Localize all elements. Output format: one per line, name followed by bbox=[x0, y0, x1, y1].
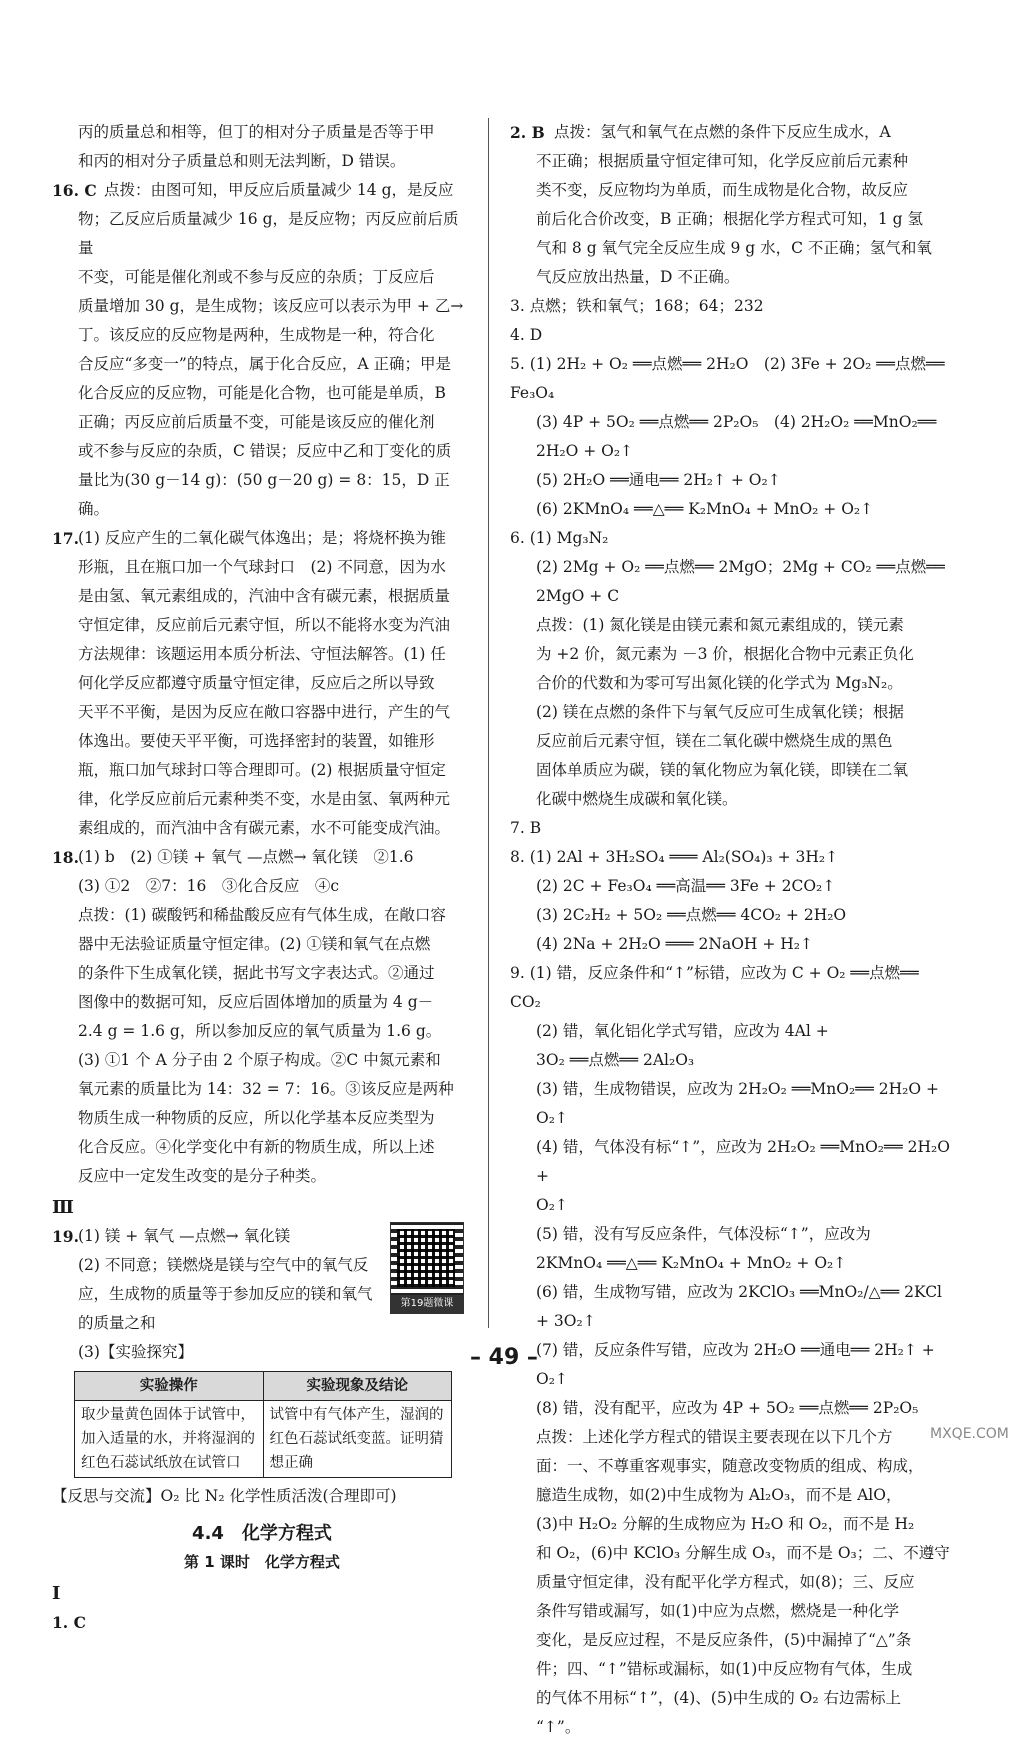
text-line: 气和 8 g 氧气完全反应生成 9 g 水，C 不正确；氢气和氧 bbox=[536, 239, 932, 257]
text-line: 的气体不用标“↑”，(4)、(5)中生成的 O₂ 右边需标上 bbox=[536, 1689, 902, 1707]
text-line: 点拨：(1) 碳酸钙和稀盐酸反应有气体生成，在敞口容 bbox=[78, 906, 446, 924]
text-line: 件；四、“↑”错标或漏标，如(1)中反应物有气体，生成 bbox=[536, 1660, 913, 1678]
level-3-marker: Ⅲ bbox=[52, 1197, 72, 1218]
section-title: 4.4 化学方程式 bbox=[192, 1523, 332, 1544]
text-line: 3O₂ ══点燃══ 2Al₂O₃ bbox=[536, 1051, 695, 1069]
text-line: 丙的质量总和相等，但丁的相对分子质量是否等于甲 bbox=[78, 123, 435, 141]
text-line: (3) ①1 个 A 分子由 2 个原子构成。②C 中氮元素和 bbox=[78, 1051, 441, 1069]
text-line: 或不参与反应的杂质，C 错误；反应中乙和丁变化的质 bbox=[78, 442, 452, 460]
question-4: 4. D bbox=[510, 326, 543, 344]
text-line: 物质生成一种物质的反应，所以化学基本反应类型为 bbox=[78, 1109, 435, 1127]
text-line: 和丙的相对分子质量总和则无法判断，D 错误。 bbox=[78, 152, 406, 170]
text-line: (6) 2KMnO₄ ══△══ K₂MnO₄ + MnO₂ + O₂↑ bbox=[536, 500, 874, 518]
text-line: 和 O₂，(6)中 KClO₃ 分解生成 O₃，而不是 O₃；二、不遵守 bbox=[536, 1544, 950, 1562]
text-line: 气反应放出热量，D 不正确。 bbox=[536, 268, 740, 286]
text-line: 物；乙反应后质量减少 16 g，是反应物；丙反应前后质量 bbox=[78, 210, 459, 257]
text-line: (1) b (2) ①镁 + 氧气 —点燃→ 氧化镁 ②1.6 bbox=[78, 848, 414, 866]
text-line: 条件写错或漏写，如(1)中应为点燃，燃烧是一种化学 bbox=[536, 1602, 899, 1620]
text-line: 点拨：由图可知，甲反应后质量减少 14 g，是反应 bbox=[104, 181, 454, 199]
table-header-row bbox=[75, 1372, 452, 1401]
question-5 bbox=[510, 350, 950, 524]
text-line: 器中无法验证质量守恒定律。(2) ①镁和氧气在点燃 bbox=[78, 935, 431, 953]
text-line: (3) 4P + 5O₂ ══点燃══ 2P₂O₅ (4) 2H₂O₂ ══MnO₂══ 2H₂O + O₂↑ bbox=[536, 413, 937, 460]
qr-pattern bbox=[397, 1229, 455, 1287]
text-line: 量比为(30 g－14 g)：(50 g－20 g) = 8：15，D 正确。 bbox=[78, 471, 450, 518]
q15-continuation bbox=[52, 118, 472, 176]
question-number: 18. bbox=[52, 848, 79, 867]
level-1-marker: Ⅰ bbox=[52, 1583, 59, 1604]
left-column bbox=[52, 118, 472, 1637]
text-line: (5) 错，没有写反应条件，气体没标“↑”，应改为 bbox=[536, 1225, 871, 1243]
text-line: 律，化学反应前后元素种类不变，水是由氢、氧两种元 bbox=[78, 790, 451, 808]
text-line: 丁。该反应的反应物是两种，生成物是一种，符合化 bbox=[78, 326, 435, 344]
table-header: 实验现象及结论 bbox=[263, 1372, 452, 1401]
text-line: 合反应“多变一”的特点，属于化合反应，A 正确；甲是 bbox=[78, 355, 451, 373]
text-line: 点拨：氢气和氧气在点燃的条件下反应生成水，A bbox=[554, 123, 891, 141]
text-line: 质量增加 30 g，是生成物；该反应可以表示为甲 + 乙→ bbox=[78, 297, 464, 315]
qr-caption: 第19题微课 bbox=[391, 1295, 463, 1313]
text-line: 素组成的，而汽油中含有碳元素，水不可能变成汽油。 bbox=[78, 819, 451, 837]
text-line: (5) 2H₂O ══通电══ 2H₂↑ + O₂↑ bbox=[536, 471, 781, 489]
text-line: 2KMnO₄ ══△══ K₂MnO₄ + MnO₂ + O₂↑ bbox=[536, 1254, 847, 1272]
text-line: “↑”。 bbox=[536, 1718, 581, 1736]
text-line: 9. (1) 错，反应条件和“↑”标错，应改为 C + O₂ ══点燃══ CO₂ bbox=[510, 964, 919, 1011]
text-line: 面：一、不尊重客观事实，随意改变物质的组成、构成， bbox=[536, 1457, 924, 1475]
text-line: 反应中一定发生改变的是分子种类。 bbox=[78, 1167, 327, 1185]
text-line: 变化，是反应过程，不是反应条件，(5)中漏掉了“△”条 bbox=[536, 1631, 912, 1649]
text-line: 应，生成物的质量等于参加反应的镁和氧气 bbox=[78, 1285, 373, 1303]
text-line: (4) 错，气体没有标“↑”，应改为 2H₂O₂ ══MnO₂══ 2H₂O + bbox=[536, 1138, 950, 1185]
text-line: (3) 错，生成物错误，应改为 2H₂O₂ ══MnO₂══ 2H₂O + O₂↑ bbox=[536, 1080, 939, 1127]
text-line: 化碳中燃烧生成碳和氧化镁。 bbox=[536, 790, 738, 808]
text-line: 合价的代数和为零可写出氮化镁的化学式为 Mg₃N₂。 bbox=[536, 674, 903, 692]
text-line: (1) 反应产生的二氧化碳气体逸出；是；将烧杯换为锥 bbox=[78, 529, 446, 547]
table-header: 实验操作 bbox=[75, 1372, 264, 1401]
text-line: 正确；丙反应前后质量不变，可能是该反应的催化剂 bbox=[78, 413, 435, 431]
column-divider bbox=[488, 118, 489, 1328]
text-line: 化合反应。④化学变化中有新的物质生成，所以上述 bbox=[78, 1138, 435, 1156]
site-watermark: MXQE.COM bbox=[930, 1426, 1009, 1442]
text-line: (7) 错，反应条件写错，应改为 2H₂O ══通电══ 2H₂↑ + O₂↑ bbox=[536, 1341, 935, 1388]
table-cell: 取少量黄色固体于试管中，加入适量的水，并将湿润的红色石蕊试纸放在试管口 bbox=[75, 1401, 264, 1478]
text-line: 不正确；根据质量守恒定律可知，化学反应前后元素种 bbox=[536, 152, 909, 170]
text-line: (3) ①2 ②7：16 ③化合反应 ④c bbox=[78, 877, 340, 895]
text-line: 瓶，瓶口加气球封口等合理即可。(2) 根据质量守恒定 bbox=[78, 761, 446, 779]
text-line: 2.4 g = 1.6 g，所以参加反应的氧气质量为 1.6 g。 bbox=[78, 1022, 442, 1040]
text-line: 臆造生成物，如(2)中生成物为 Al₂O₃，而不是 AlO， bbox=[536, 1486, 902, 1504]
question-8 bbox=[510, 843, 950, 959]
question-17 bbox=[52, 524, 472, 843]
text-line: 点拨：上述化学方程式的错误主要表现在以下几个方 bbox=[536, 1428, 893, 1446]
lesson-title: 第 1 课时 化学方程式 bbox=[184, 1553, 340, 1571]
question-9 bbox=[510, 959, 950, 1742]
text-line: 点拨：(1) 氮化镁是由镁元素和氮元素组成的，镁元素 bbox=[536, 616, 904, 634]
qr-code[interactable] bbox=[390, 1222, 464, 1314]
text-line: 方法规律：该题运用本质分析法、守恒法解答。(1) 任 bbox=[78, 645, 446, 663]
text-line: (1) 镁 + 氧气 —点燃→ 氧化镁 bbox=[78, 1227, 291, 1245]
question-1: 1. C bbox=[52, 1613, 86, 1632]
text-line: (2) 镁在点燃的条件下与氧气反应可生成氧化镁；根据 bbox=[536, 703, 904, 721]
question-19 bbox=[52, 1222, 472, 1367]
question-3: 3. 点燃；铁和氧气；168；64；232 bbox=[510, 297, 764, 315]
text-line: 体逸出。要使天平平衡，可选择密封的装置，如锥形 bbox=[78, 732, 435, 750]
text-line: (3)【实验探究】 bbox=[78, 1343, 193, 1361]
question-number: 17. bbox=[52, 529, 79, 548]
table-cell: 试管中有气体产生，湿润的红色石蕊试纸变蓝。证明猜想正确 bbox=[263, 1401, 452, 1478]
question-number: 16. C bbox=[52, 181, 97, 200]
text-line: 质量守恒定律，没有配平化学方程式，如(8)；三、反应 bbox=[536, 1573, 915, 1591]
question-2 bbox=[510, 118, 950, 292]
text-line: 的质量之和 bbox=[78, 1314, 156, 1332]
right-column bbox=[510, 118, 950, 1742]
text-line: 图像中的数据可知，反应后固体增加的质量为 4 g－ bbox=[78, 993, 434, 1011]
question-number: 19. bbox=[52, 1227, 79, 1246]
page-number: – 49 – bbox=[470, 1345, 538, 1370]
text-line: (2) 错，氧化铝化学式写错，应改为 4Al + bbox=[536, 1022, 829, 1040]
question-16 bbox=[52, 176, 472, 524]
question-6 bbox=[510, 524, 950, 814]
text-line: 守恒定律，反应前后元素守恒，所以不能将水变为汽油 bbox=[78, 616, 451, 634]
reflection-line: 【反思与交流】O₂ 比 N₂ 化学性质活泼(合理即可) bbox=[52, 1487, 397, 1505]
question-18 bbox=[52, 843, 472, 1191]
text-line: 天平不平衡，是因为反应在敞口容器中进行，产生的气 bbox=[78, 703, 451, 721]
text-line: (6) 错，生成物写错，应改为 2KClO₃ ══MnO₂/△══ 2KCl + 3O₂↑ bbox=[536, 1283, 943, 1330]
text-line: (3)中 H₂O₂ 分解的生成物应为 H₂O 和 O₂，而不是 H₂ bbox=[536, 1515, 915, 1533]
text-line: 形瓶，且在瓶口加一个气球封口 (2) 不同意，因为水 bbox=[78, 558, 446, 576]
text-line: (4) 2Na + 2H₂O ═══ 2NaOH + H₂↑ bbox=[536, 935, 813, 953]
text-line: 前后化合价改变，B 正确；根据化学方程式可知，1 g 氢 bbox=[536, 210, 923, 228]
text-line: 化合反应的反应物，可能是化合物，也可能是单质，B bbox=[78, 384, 446, 402]
question-number: 2. B bbox=[510, 123, 545, 142]
text-line: 6. (1) Mg₃N₂ bbox=[510, 529, 609, 547]
text-line: 类不变，反应物均为单质，而生成物是化合物，故反应 bbox=[536, 181, 909, 199]
experiment-table bbox=[74, 1371, 452, 1478]
text-line: O₂↑ bbox=[536, 1196, 568, 1214]
text-line: 何化学反应都遵守质量守恒定律，反应后之所以导致 bbox=[78, 674, 435, 692]
text-line: 固体单质应为碳，镁的氧化物应为氧化镁，即镁在二氧 bbox=[536, 761, 909, 779]
text-line: 为 +2 价，氮元素为 －3 价，根据化合物中元素正负化 bbox=[536, 645, 914, 663]
text-line: 的条件下生成氧化镁，据此书写文字表达式。②通过 bbox=[78, 964, 435, 982]
text-line: (3) 2C₂H₂ + 5O₂ ══点燃══ 4CO₂ + 2H₂O bbox=[536, 906, 847, 924]
table-row bbox=[75, 1401, 452, 1478]
text-line: 是由氢、氧元素组成的，汽油中含有碳元素，根据质量 bbox=[78, 587, 451, 605]
text-line: 5. (1) 2H₂ + O₂ ══点燃══ 2H₂O (2) 3Fe + 2O₂ ══点燃══ Fe₃O₄ bbox=[510, 355, 945, 402]
question-7: 7. B bbox=[510, 819, 542, 837]
text-line: 8. (1) 2Al + 3H₂SO₄ ═══ Al₂(SO₄)₃ + 3H₂↑ bbox=[510, 848, 839, 866]
text-line: 不变，可能是催化剂或不参与反应的杂质；丁反应后 bbox=[78, 268, 435, 286]
text-line: (2) 2Mg + O₂ ══点燃══ 2MgO；2Mg + CO₂ ══点燃══ 2MgO + C bbox=[536, 558, 945, 605]
text-line: (2) 不同意；镁燃烧是镁与空气中的氧气反 bbox=[78, 1256, 369, 1274]
text-line: (8) 错，没有配平，应改为 4P + 5O₂ ══点燃══ 2P₂O₅ bbox=[536, 1399, 919, 1417]
text-line: (2) 2C + Fe₃O₄ ══高温══ 3Fe + 2CO₂↑ bbox=[536, 877, 836, 895]
text-line: 氧元素的质量比为 14：32 = 7：16。③该反应是两种 bbox=[78, 1080, 454, 1098]
text-line: 反应前后元素守恒，镁在二氧化碳中燃烧生成的黑色 bbox=[536, 732, 893, 750]
